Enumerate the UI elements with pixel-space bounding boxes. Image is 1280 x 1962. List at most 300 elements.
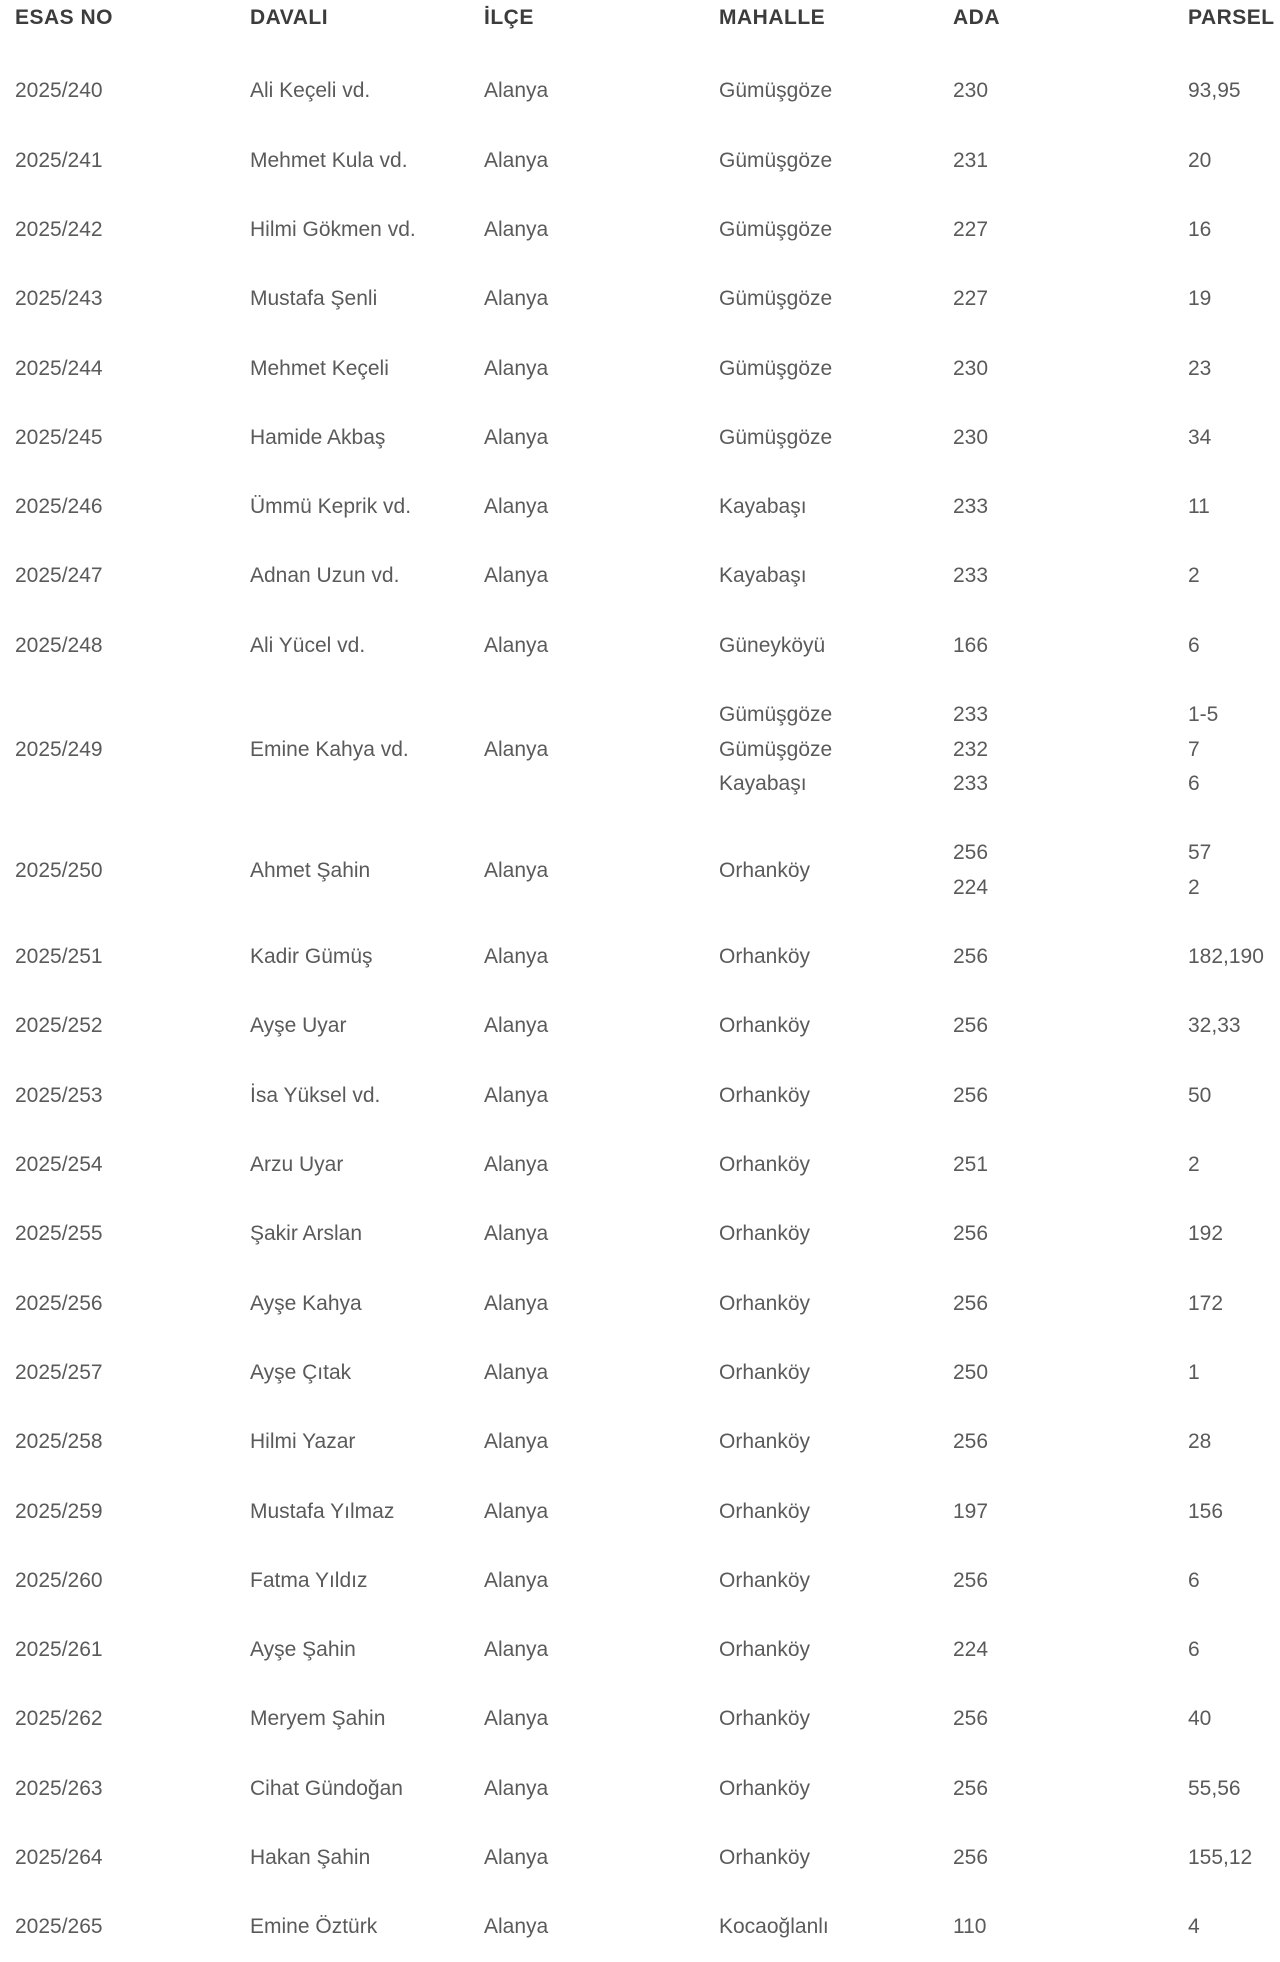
mahalle-cell-line: Orhanköy bbox=[719, 1014, 811, 1038]
ada-cell-line: 227 bbox=[953, 287, 989, 311]
parsel-cell bbox=[1188, 1616, 1200, 1685]
mahalle-cell-line: Orhanköy bbox=[719, 1291, 811, 1315]
parsel-cell bbox=[1188, 1131, 1200, 1200]
mahalle-cell-line: Kocaoğlanlı bbox=[719, 1915, 829, 1939]
ada-cell-line: 256 bbox=[953, 945, 989, 969]
esas-no-cell bbox=[15, 334, 103, 403]
ilce-cell-text: Alanya bbox=[484, 217, 549, 241]
davali-cell-text: Ayşe Çıtak bbox=[250, 1360, 352, 1384]
parsel-cell bbox=[1188, 126, 1211, 195]
davali-cell bbox=[250, 681, 409, 819]
esas-no-cell-text: 2025/255 bbox=[15, 1222, 103, 1246]
esas-no-cell-text: 2025/243 bbox=[15, 287, 103, 311]
esas-no-cell bbox=[15, 1477, 103, 1546]
davali-cell bbox=[250, 1893, 377, 1962]
parsel-cell-line: 19 bbox=[1188, 287, 1212, 311]
table-row bbox=[0, 1061, 1280, 1130]
mahalle-cell bbox=[719, 611, 825, 680]
ada-cell bbox=[953, 196, 988, 265]
table-row bbox=[0, 1200, 1280, 1269]
table-row bbox=[0, 404, 1280, 473]
table-row bbox=[0, 611, 1280, 680]
davali-cell bbox=[250, 126, 408, 195]
davali-cell-text: Adnan Uzun vd. bbox=[250, 564, 400, 588]
esas-no-cell-text: 2025/264 bbox=[15, 1846, 103, 1870]
esas-no-cell-text: 2025/250 bbox=[15, 858, 103, 882]
mahalle-cell bbox=[719, 404, 832, 473]
esas-no-cell bbox=[15, 542, 103, 611]
ilce-cell bbox=[484, 611, 548, 680]
mahalle-cell bbox=[719, 265, 832, 334]
parsel-cell bbox=[1188, 404, 1211, 473]
mahalle-cell bbox=[719, 1339, 810, 1408]
ada-cell-line: 230 bbox=[953, 425, 989, 449]
ilce-cell-text: Alanya bbox=[484, 1846, 549, 1870]
mahalle-cell-line: Gümüşgöze bbox=[719, 148, 833, 172]
ada-cell-line: 233 bbox=[953, 564, 989, 588]
table-row bbox=[0, 992, 1280, 1061]
ada-cell-line: 230 bbox=[953, 79, 989, 103]
davali-cell-text: Cihat Gündoğan bbox=[250, 1776, 403, 1800]
ada-cell-line: 233 bbox=[953, 772, 989, 796]
ilce-cell-text: Alanya bbox=[484, 287, 549, 311]
ilce-cell bbox=[484, 334, 548, 403]
ada-cell-line: 256 bbox=[953, 1707, 989, 1731]
davali-cell bbox=[250, 196, 416, 265]
ada-cell bbox=[953, 1269, 988, 1338]
ada-cell-line: 233 bbox=[953, 703, 989, 727]
esas-no-cell-text: 2025/242 bbox=[15, 217, 103, 241]
mahalle-cell-line: Gümüşgöze bbox=[719, 703, 833, 727]
mahalle-cell-line: Gümüşgöze bbox=[719, 425, 833, 449]
table-row bbox=[0, 1754, 1280, 1823]
mahalle-cell bbox=[719, 923, 810, 992]
mahalle-cell bbox=[719, 473, 807, 542]
parsel-cell-line: 50 bbox=[1188, 1083, 1212, 1107]
ada-cell-line: 256 bbox=[953, 1776, 989, 1800]
ada-cell-line: 230 bbox=[953, 356, 989, 380]
davali-cell-text: Ali Keçeli vd. bbox=[250, 79, 371, 103]
mahalle-cell bbox=[719, 1269, 810, 1338]
ilce-cell-text: Alanya bbox=[484, 1638, 549, 1662]
ada-cell-line: 256 bbox=[953, 1222, 989, 1246]
davali-cell-text: Arzu Uyar bbox=[250, 1153, 344, 1177]
esas-no-cell-text: 2025/256 bbox=[15, 1291, 103, 1315]
esas-no-cell bbox=[15, 404, 103, 473]
ilce-cell bbox=[484, 265, 548, 334]
ada-cell bbox=[953, 473, 988, 542]
davali-cell-text: Hilmi Gökmen vd. bbox=[250, 217, 416, 241]
esas-no-cell-text: 2025/245 bbox=[15, 425, 103, 449]
parsel-cell-line: 192 bbox=[1188, 1222, 1224, 1246]
ilce-cell bbox=[484, 126, 548, 195]
ilce-cell bbox=[484, 1477, 548, 1546]
mahalle-cell bbox=[719, 1893, 829, 1962]
esas-no-cell bbox=[15, 57, 103, 126]
ada-cell bbox=[953, 1408, 988, 1477]
mahalle-cell-line: Gümüşgöze bbox=[719, 79, 833, 103]
ilce-cell-text: Alanya bbox=[484, 356, 549, 380]
ada-cell-line: 250 bbox=[953, 1360, 989, 1384]
esas-no-cell bbox=[15, 1200, 103, 1269]
table-row bbox=[0, 1685, 1280, 1754]
ilce-cell bbox=[484, 196, 548, 265]
ilce-cell bbox=[484, 473, 548, 542]
table-row bbox=[0, 1824, 1280, 1893]
ada-cell bbox=[953, 1616, 988, 1685]
parsel-cell bbox=[1188, 923, 1264, 992]
mahalle-cell-line: Kayabaşı bbox=[719, 495, 807, 519]
ilce-cell bbox=[484, 1893, 548, 1962]
mahalle-cell bbox=[719, 1685, 810, 1754]
esas-no-cell-text: 2025/241 bbox=[15, 148, 103, 172]
esas-no-cell bbox=[15, 1685, 103, 1754]
parsel-cell bbox=[1188, 1893, 1200, 1962]
esas-no-cell-text: 2025/254 bbox=[15, 1153, 103, 1177]
davali-cell-text: Ayşe Şahin bbox=[250, 1638, 356, 1662]
esas-no-cell-text: 2025/262 bbox=[15, 1707, 103, 1731]
ada-cell bbox=[953, 265, 988, 334]
table-row bbox=[0, 1131, 1280, 1200]
esas-no-cell bbox=[15, 1754, 103, 1823]
parsel-cell-line: 40 bbox=[1188, 1707, 1212, 1731]
esas-no-cell-text: 2025/247 bbox=[15, 564, 103, 588]
parsel-cell-line: 7 bbox=[1188, 737, 1200, 761]
table-header bbox=[0, 0, 1280, 40]
davali-cell bbox=[250, 1200, 362, 1269]
table-row bbox=[0, 265, 1280, 334]
davali-cell-text: Mustafa Şenli bbox=[250, 287, 378, 311]
esas-no-cell-text: 2025/259 bbox=[15, 1499, 103, 1523]
header-ilce: İLÇE bbox=[484, 6, 534, 29]
davali-cell bbox=[250, 404, 385, 473]
ada-cell-line: 251 bbox=[953, 1153, 989, 1177]
parsel-cell-line: 1-5 bbox=[1188, 703, 1219, 727]
ada-cell bbox=[953, 542, 988, 611]
ilce-cell-text: Alanya bbox=[484, 1707, 549, 1731]
esas-no-cell-text: 2025/258 bbox=[15, 1430, 103, 1454]
table-row bbox=[0, 1269, 1280, 1338]
parsel-cell bbox=[1188, 992, 1241, 1061]
mahalle-cell-line: Orhanköy bbox=[719, 1360, 811, 1384]
esas-no-cell-text: 2025/260 bbox=[15, 1568, 103, 1592]
davali-cell-text: Emine Kahya vd. bbox=[250, 737, 409, 761]
mahalle-cell-line: Gümüşgöze bbox=[719, 287, 833, 311]
ilce-cell-text: Alanya bbox=[484, 1568, 549, 1592]
ilce-cell-text: Alanya bbox=[484, 858, 549, 882]
esas-no-cell bbox=[15, 1408, 103, 1477]
mahalle-cell bbox=[719, 334, 832, 403]
parsel-cell bbox=[1188, 1824, 1252, 1893]
header-davali: DAVALI bbox=[250, 6, 329, 29]
parsel-cell bbox=[1188, 473, 1210, 542]
davali-cell-text: Hilmi Yazar bbox=[250, 1430, 356, 1454]
esas-no-cell bbox=[15, 196, 103, 265]
parsel-cell bbox=[1188, 1269, 1223, 1338]
ada-cell-line: 224 bbox=[953, 875, 989, 899]
parsel-cell-line: 11 bbox=[1188, 495, 1210, 519]
ilce-cell-text: Alanya bbox=[484, 425, 549, 449]
ada-cell-line: 256 bbox=[953, 1291, 989, 1315]
header-parsel: PARSEL bbox=[1188, 6, 1275, 29]
mahalle-cell-line: Orhanköy bbox=[719, 945, 811, 969]
esas-no-cell-text: 2025/248 bbox=[15, 633, 103, 657]
ada-cell bbox=[953, 1824, 988, 1893]
esas-no-cell-text: 2025/261 bbox=[15, 1638, 103, 1662]
parsel-cell-line: 6 bbox=[1188, 1638, 1200, 1662]
ilce-cell bbox=[484, 1685, 548, 1754]
ada-cell-line: 227 bbox=[953, 217, 989, 241]
ilce-cell bbox=[484, 1269, 548, 1338]
davali-cell bbox=[250, 1754, 403, 1823]
esas-no-cell bbox=[15, 1824, 103, 1893]
parsel-cell bbox=[1188, 1547, 1200, 1616]
ada-cell-line: 110 bbox=[953, 1915, 987, 1939]
table-row bbox=[0, 196, 1280, 265]
davali-cell bbox=[250, 542, 399, 611]
mahalle-cell bbox=[719, 819, 810, 923]
parsel-cell-line: 34 bbox=[1188, 425, 1212, 449]
header-ada: ADA bbox=[953, 6, 1000, 29]
ada-cell bbox=[953, 819, 988, 923]
parsel-cell-line: 2 bbox=[1188, 1153, 1200, 1177]
esas-no-cell-text: 2025/263 bbox=[15, 1776, 103, 1800]
davali-cell-text: Kadir Gümüş bbox=[250, 945, 373, 969]
ada-cell bbox=[953, 611, 988, 680]
parsel-cell-line: 28 bbox=[1188, 1430, 1212, 1454]
table-row bbox=[0, 1477, 1280, 1546]
esas-no-cell bbox=[15, 1893, 103, 1962]
davali-cell bbox=[250, 334, 389, 403]
ilce-cell bbox=[484, 57, 548, 126]
davali-cell bbox=[250, 1408, 355, 1477]
esas-no-cell-text: 2025/252 bbox=[15, 1014, 103, 1038]
mahalle-cell bbox=[719, 196, 832, 265]
parsel-cell-line: 20 bbox=[1188, 148, 1212, 172]
mahalle-cell-line: Güneyköyü bbox=[719, 633, 826, 657]
ilce-cell bbox=[484, 819, 548, 923]
ada-cell bbox=[953, 681, 988, 819]
parsel-cell bbox=[1188, 1477, 1223, 1546]
esas-no-cell bbox=[15, 1339, 103, 1408]
ada-cell-line: 256 bbox=[953, 1014, 989, 1038]
ilce-cell-text: Alanya bbox=[484, 633, 549, 657]
parsel-cell-line: 4 bbox=[1188, 1915, 1200, 1939]
ilce-cell-text: Alanya bbox=[484, 1291, 549, 1315]
table-row bbox=[0, 1893, 1280, 1962]
esas-no-cell-text: 2025/240 bbox=[15, 79, 103, 103]
ilce-cell-text: Alanya bbox=[484, 1499, 549, 1523]
davali-cell bbox=[250, 1824, 370, 1893]
table-row bbox=[0, 126, 1280, 195]
ilce-cell bbox=[484, 1408, 548, 1477]
table-row bbox=[0, 57, 1280, 126]
esas-no-cell-text: 2025/244 bbox=[15, 356, 103, 380]
esas-no-cell-text: 2025/246 bbox=[15, 495, 103, 519]
parsel-cell bbox=[1188, 681, 1218, 819]
ada-cell bbox=[953, 404, 988, 473]
esas-no-cell-text: 2025/265 bbox=[15, 1915, 103, 1939]
esas-no-cell bbox=[15, 265, 103, 334]
ilce-cell-text: Alanya bbox=[484, 1222, 549, 1246]
mahalle-cell bbox=[719, 1477, 810, 1546]
mahalle-cell bbox=[719, 542, 807, 611]
table-row bbox=[0, 542, 1280, 611]
mahalle-cell-line: Orhanköy bbox=[719, 1083, 811, 1107]
mahalle-cell-line: Gümüşgöze bbox=[719, 356, 833, 380]
ilce-cell bbox=[484, 1547, 548, 1616]
mahalle-cell-line: Orhanköy bbox=[719, 1846, 811, 1870]
esas-no-cell bbox=[15, 1061, 103, 1130]
davali-cell-text: Fatma Yıldız bbox=[250, 1568, 368, 1592]
ada-cell-line: 256 bbox=[953, 1568, 989, 1592]
ilce-cell-text: Alanya bbox=[484, 945, 549, 969]
mahalle-cell-line: Kayabaşı bbox=[719, 772, 807, 796]
mahalle-cell bbox=[719, 1408, 810, 1477]
ilce-cell-text: Alanya bbox=[484, 1360, 549, 1384]
parsel-cell-line: 23 bbox=[1188, 356, 1212, 380]
ilce-cell bbox=[484, 992, 548, 1061]
ada-cell bbox=[953, 126, 988, 195]
ada-cell-line: 197 bbox=[953, 1499, 989, 1523]
davali-cell bbox=[250, 1339, 351, 1408]
parsel-cell-line: 55,56 bbox=[1188, 1776, 1241, 1800]
esas-no-cell bbox=[15, 819, 103, 923]
ada-cell bbox=[953, 334, 988, 403]
mahalle-cell bbox=[719, 1200, 810, 1269]
mahalle-cell bbox=[719, 992, 810, 1061]
davali-cell-text: Hamide Akbaş bbox=[250, 425, 386, 449]
ada-cell-line: 256 bbox=[953, 1083, 989, 1107]
ada-cell-line: 256 bbox=[953, 841, 989, 865]
davali-cell bbox=[250, 923, 373, 992]
header-mahalle: MAHALLE bbox=[719, 6, 826, 29]
mahalle-cell-line: Orhanköy bbox=[719, 1222, 811, 1246]
parsel-cell-line: 6 bbox=[1188, 772, 1200, 796]
mahalle-cell bbox=[719, 1754, 810, 1823]
parsel-cell bbox=[1188, 542, 1200, 611]
ilce-cell bbox=[484, 542, 548, 611]
ada-cell-line: 166 bbox=[953, 633, 989, 657]
ilce-cell bbox=[484, 404, 548, 473]
davali-cell bbox=[250, 57, 370, 126]
esas-no-cell bbox=[15, 126, 103, 195]
davali-cell-text: Ali Yücel vd. bbox=[250, 633, 366, 657]
davali-cell bbox=[250, 992, 346, 1061]
ilce-cell-text: Alanya bbox=[484, 1014, 549, 1038]
ilce-cell-text: Alanya bbox=[484, 564, 549, 588]
davali-cell bbox=[250, 265, 377, 334]
ada-cell-line: 224 bbox=[953, 1638, 989, 1662]
esas-no-cell bbox=[15, 923, 103, 992]
ilce-cell-text: Alanya bbox=[484, 148, 549, 172]
davali-cell bbox=[250, 1061, 380, 1130]
davali-cell-text: Ahmet Şahin bbox=[250, 858, 371, 882]
ilce-cell-text: Alanya bbox=[484, 737, 549, 761]
ada-cell bbox=[953, 1339, 988, 1408]
parsel-cell-line: 57 bbox=[1188, 841, 1212, 865]
ada-cell bbox=[953, 1061, 988, 1130]
mahalle-cell-line: Gümüşgöze bbox=[719, 217, 833, 241]
esas-no-cell bbox=[15, 681, 103, 819]
table-row bbox=[0, 473, 1280, 542]
mahalle-cell-line: Orhanköy bbox=[719, 858, 811, 882]
table-row bbox=[0, 1408, 1280, 1477]
mahalle-cell-line: Gümüşgöze bbox=[719, 737, 833, 761]
mahalle-cell-line: Orhanköy bbox=[719, 1499, 811, 1523]
parsel-cell bbox=[1188, 1339, 1200, 1408]
esas-no-cell-text: 2025/257 bbox=[15, 1360, 103, 1384]
ilce-cell-text: Alanya bbox=[484, 1153, 549, 1177]
parsel-cell bbox=[1188, 334, 1211, 403]
parsel-cell-line: 156 bbox=[1188, 1499, 1224, 1523]
parsel-cell-line: 6 bbox=[1188, 633, 1200, 657]
ilce-cell bbox=[484, 681, 548, 819]
mahalle-cell-line: Orhanköy bbox=[719, 1638, 811, 1662]
esas-no-cell bbox=[15, 1131, 103, 1200]
davali-cell-text: Ümmü Keprik vd. bbox=[250, 495, 412, 519]
parsel-cell bbox=[1188, 1408, 1211, 1477]
esas-no-cell-text: 2025/249 bbox=[15, 737, 103, 761]
ada-cell-line: 256 bbox=[953, 1846, 989, 1870]
ada-cell bbox=[953, 1754, 988, 1823]
ada-cell bbox=[953, 57, 988, 126]
ilce-cell-text: Alanya bbox=[484, 1430, 549, 1454]
ilce-cell bbox=[484, 1754, 548, 1823]
parsel-cell-line: 2 bbox=[1188, 875, 1200, 899]
parsel-cell-line: 2 bbox=[1188, 564, 1200, 588]
ilce-cell bbox=[484, 1200, 548, 1269]
table-row bbox=[0, 1339, 1280, 1408]
ada-cell bbox=[953, 1477, 988, 1546]
esas-no-cell bbox=[15, 611, 103, 680]
table-row bbox=[0, 1547, 1280, 1616]
ilce-cell-text: Alanya bbox=[484, 1776, 549, 1800]
parsel-cell-line: 16 bbox=[1188, 217, 1212, 241]
ada-cell-line: 232 bbox=[953, 737, 989, 761]
ada-cell-line: 256 bbox=[953, 1430, 989, 1454]
ada-cell bbox=[953, 992, 988, 1061]
davali-cell-text: Ayşe Kahya bbox=[250, 1291, 362, 1315]
davali-cell bbox=[250, 1685, 385, 1754]
parsel-cell-line: 155,12 bbox=[1188, 1846, 1253, 1870]
mahalle-cell bbox=[719, 1547, 810, 1616]
mahalle-cell-line: Kayabaşı bbox=[719, 564, 807, 588]
table-row bbox=[0, 819, 1280, 923]
parsel-cell-line: 32,33 bbox=[1188, 1014, 1241, 1038]
mahalle-cell bbox=[719, 57, 832, 126]
davali-cell-text: Mehmet Kula vd. bbox=[250, 148, 408, 172]
davali-cell-text: Emine Öztürk bbox=[250, 1915, 378, 1939]
mahalle-cell-line: Orhanköy bbox=[719, 1153, 811, 1177]
mahalle-cell-line: Orhanköy bbox=[719, 1430, 811, 1454]
esas-no-cell bbox=[15, 1269, 103, 1338]
ada-cell-line: 231 bbox=[953, 148, 989, 172]
parsel-cell bbox=[1188, 57, 1241, 126]
davali-cell bbox=[250, 1131, 343, 1200]
ada-cell bbox=[953, 1893, 986, 1962]
ilce-cell bbox=[484, 1616, 548, 1685]
ada-cell bbox=[953, 1685, 988, 1754]
mahalle-cell bbox=[719, 1061, 810, 1130]
ada-cell bbox=[953, 1200, 988, 1269]
header-esas-no: ESAS NO bbox=[15, 6, 114, 29]
parsel-cell-line: 6 bbox=[1188, 1568, 1200, 1592]
parsel-cell bbox=[1188, 819, 1211, 923]
davali-cell-text: Meryem Şahin bbox=[250, 1707, 386, 1731]
davali-cell bbox=[250, 1269, 362, 1338]
davali-cell-text: Mustafa Yılmaz bbox=[250, 1499, 395, 1523]
